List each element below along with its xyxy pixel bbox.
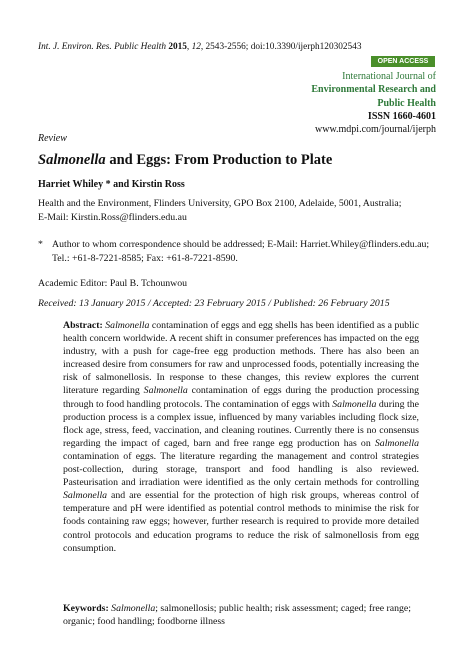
article-type: Review (38, 133, 67, 144)
corr-line-2: Tel.: +61-8-7221-8585; Fax: +61-8-7221-8590. (52, 252, 238, 264)
journal-line-2: Environmental Research and (311, 84, 436, 96)
journal-line-1: International Journal of (342, 71, 436, 82)
abstract-text: contamination of eggs. The literature regarding the management and control strategies post-collection, during storage, transport and food handling is also reviewed. Pasteurisation and irradiation were identified as the only certain methods for controlling (63, 450, 419, 489)
keywords (63, 602, 419, 628)
journal-abbrev: Int. J. Environ. Res. Public Health (38, 42, 166, 52)
corr-line-1: Author to whom correspondence should be addressed; E-Mail: Harriet.Whiley@flinders.edu.au; (52, 239, 430, 250)
abstract-label: Abstract: (63, 320, 103, 331)
keyword-italic: Salmonella (111, 603, 156, 614)
journal-block (311, 70, 436, 136)
abstract-term: Salmonella (105, 320, 150, 331)
keywords-rest: ; salmonellosis; public health; risk assessment; caged; free range; organic; food handling; foodborne illness (63, 603, 412, 628)
citation-year: 2015 (168, 42, 187, 52)
abstract-term: Salmonella (63, 490, 108, 502)
keywords-label: Keywords: (63, 603, 109, 614)
abstract-text: and are essential for the protection of high risk groups, whereas control of temperature and pH were identified as potential control methods to minimise the risk for foods containing raw eggs; however, further research is required to provide more detailed control protocols and education programs to reduce the risk of salmonellosis from egg consumption. (63, 490, 419, 554)
journal-issn: ISSN 1660-4601 (367, 110, 436, 122)
abstract-text: contamination of eggs and egg shells has been identified as a public health concern worldwide. A recent shift in consumer preferences has impacted on the egg industry, with a push for cage-free egg production methods. There has also been an increased desire from consumers for raw and unprocessed foods, potentially increasing the risk of salmonellosis. In response to these changes, this review explores the current literature regarding (63, 320, 419, 397)
journal-url[interactable]: www.mdpi.com/journal/ijerph (315, 124, 436, 136)
abstract-text: contamination of eggs during the production processing through to food handling protocols. The contamination of eggs with (63, 385, 420, 410)
citation-volume: 12 (191, 42, 201, 52)
abstract (63, 319, 419, 555)
affiliation-email[interactable]: E-Mail: Kirstin.Ross@flinders.edu.au (38, 211, 187, 223)
citation-rest: , 2543-2556; doi:10.3390/ijerph120302543 (200, 42, 362, 52)
affiliation (38, 197, 438, 224)
open-access-badge: OPEN ACCESS (371, 56, 435, 67)
publication-dates: Received: 13 January 2015 / Accepted: 23 February 2015 / Published: 26 February 2015 (38, 298, 390, 309)
abstract-term: Salmonella (332, 398, 377, 410)
article-title (38, 152, 332, 169)
title-italic: Salmonella (38, 152, 106, 168)
authors: Harriet Whiley * and Kirstin Ross (38, 179, 185, 190)
correspondence-note (38, 238, 438, 265)
corr-star: * (38, 239, 43, 250)
academic-editor: Academic Editor: Paul B. Tchounwou (38, 278, 188, 289)
affiliation-line-1: Health and the Environment, Flinders University, GPO Box 2100, Adelaide, 5001, Australia; (38, 198, 402, 209)
abstract-text: during the production process is a complex issue, influenced by many variables including flock size, flock age, stress, feed, vaccination, and cleaning routines. Currently there is no consensus regarding the impact of caged, barn and free range egg production has on (63, 398, 419, 449)
journal-line-3: Public Health (377, 97, 436, 109)
abstract-term: Salmonella (143, 385, 188, 397)
citation-line: Int. J. Environ. Res. Public Health 2015, 12, 2543-2556; doi:10.3390/ijerph120302543 (38, 42, 362, 52)
abstract-term: Salmonella (374, 437, 419, 449)
title-rest: and Eggs: From Production to Plate (105, 152, 333, 168)
